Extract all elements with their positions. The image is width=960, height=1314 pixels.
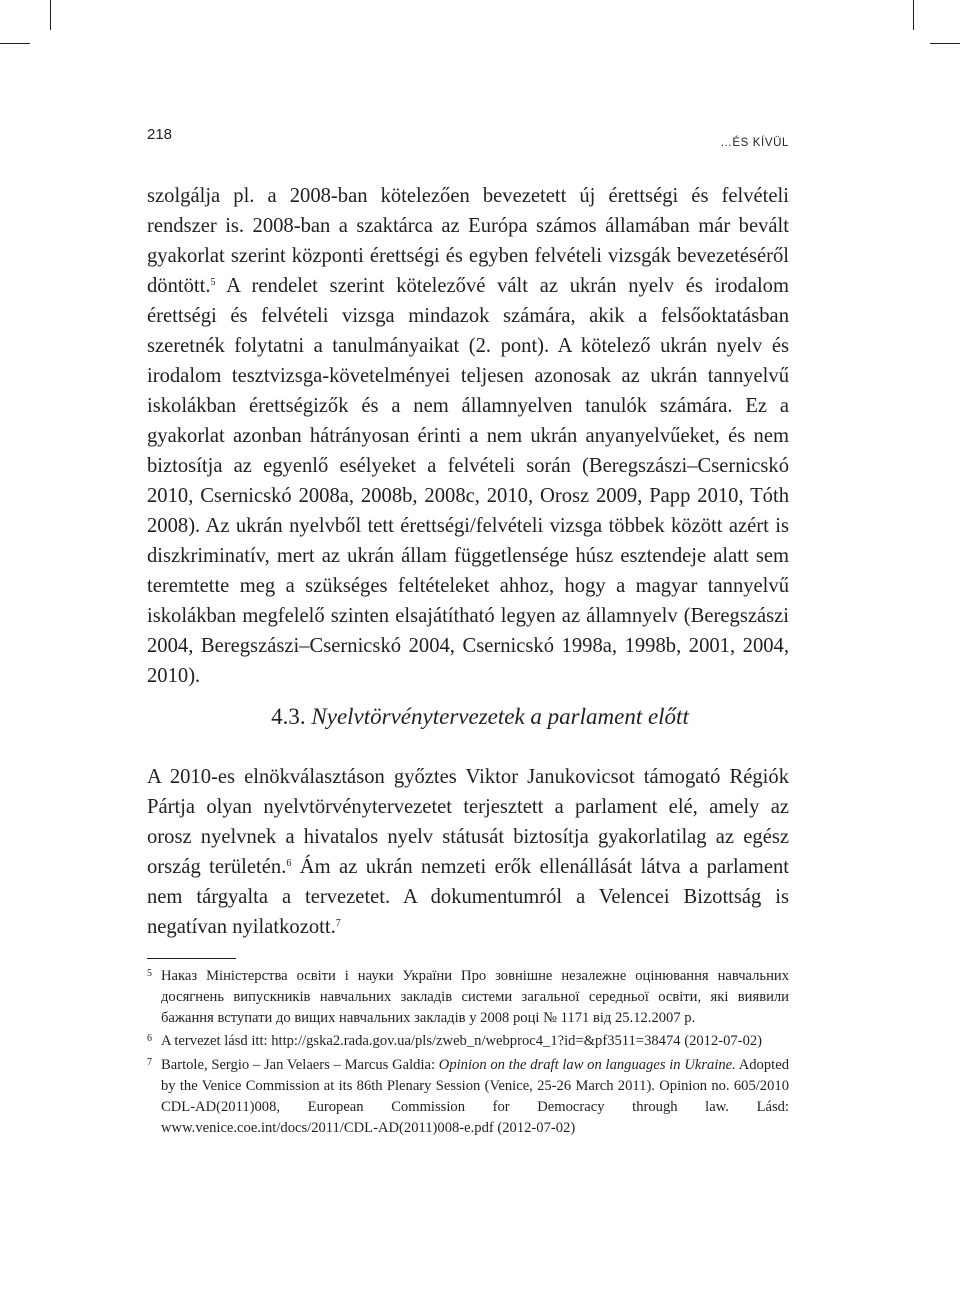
footnote-title-italic: Opinion on the draft law on languages in Ukraine.: [438, 1057, 736, 1074]
section-title: Nyelvtörvénytervezetek a parlament előtt: [311, 704, 689, 729]
footnote-ref-7[interactable]: 7: [335, 918, 341, 929]
footnote-ref-5[interactable]: 5: [210, 277, 216, 288]
crop-mark-top-left: [50, 0, 51, 30]
running-head: …ÉS KÍVÜL: [720, 137, 789, 149]
paragraph-1-text-a: szolgálja pl. a 2008-ban kötelezően bevezetett új érettségi és felvételi rendszer is. 2008-ban a szaktárca az Európa számos államában már bevált gyakorlat szerint központi érettségi és egyben felvételi vizsgák bevezetéséről döntött.: [147, 185, 789, 297]
paragraph-2-text-b: Ám az ukrán nemzeti erők ellenállását látva a parlament nem tárgyalta a tervezetet. A dokumentumról a Velencei Bizottság is negatívan nyilatkozott.: [147, 856, 789, 938]
footnote-5: [147, 966, 789, 1028]
footnote-text-after: Adopted by the Venice Commission at its 86th Plenary Session (Venice, 25-26 March 2011). Opinion no. 605/2010 CDL-AD(2011)008, European Commission for Democracy through law. Lásd: www.venice.coe.int/docs/2011/CDL-AD(2011)008-e.pdf (2012-07-02): [161, 1057, 789, 1136]
footnote-mark: 5: [147, 968, 152, 979]
footnote-6: [147, 1031, 789, 1052]
footnote-separator: [147, 958, 236, 959]
section-number: 4.3.: [271, 704, 306, 729]
footnote-ref-6[interactable]: 6: [286, 858, 292, 869]
paragraph-2-text-a: A 2010-es elnökválasztáson győztes Viktor Janukovicsot támogató Régiók Pártja olyan nyelvtörvénytervezetet terjesztett a parlament elé, amely az orosz nyelvnek a hivatalos nyelv státusát biztosítja gyakorlatilag az egész ország területén.: [147, 766, 789, 878]
footnote-7: [147, 1055, 789, 1138]
crop-mark-top-right: [913, 0, 914, 30]
section-heading: [0, 704, 960, 730]
footnote-text: A tervezet lásd itt: http://gska2.rada.gov.ua/pls/zweb_n/webproc4_1?id=&pf3511=38474 (2012-07-02): [161, 1033, 763, 1050]
footnote-text: Bartole, Sergio – Jan Velaers – Marcus Galdia:: [161, 1057, 439, 1074]
footnote-mark: 6: [147, 1033, 152, 1045]
paragraph-2: [147, 762, 789, 942]
paragraph-1-text-b: A rendelet szerint kötelezővé vált az ukrán nyelv és irodalom érettségi és felvételi vizsga mindazok számára, akik a felsőoktatásban szeretnék folytatni a tanulmányaikat (2. pont). A kötelező ukrán nyelv és irodalom tesztvizsga-követelményei teljesen azonosak az ukrán tannyelvű iskolákban érettségizők és a nem államnyelven tanulók számára. Ez a gyakorlat azonban hátrányosan érinti a nem ukrán anyanyelvűeket, és nem biztosítja az egyenlő esélyeket a felvételi során (Beregszászi–Csernicskó 2010, Csernicskó 2008a, 2008b, 2008c, 2010, Orosz 2009, Papp 2010, Tóth 2008). Az ukrán nyelvből tett érettségi/felvételi vizsga többek között azért is diszkriminatív, mert az ukrán állam függetlensége húsz esztendeje alatt sem teremtette meg a szükséges feltételeket ahhoz, hogy a magyar tannyelvű iskolákban megfelelő szinten elsajátítható legyen az államnyelv (Beregszászi 2004, Beregszászi–Csernicskó 2004, Csernicskó 1998a, 1998b, 2001, 2004, 2010).: [147, 275, 789, 687]
paragraph-1: [147, 181, 789, 691]
footnote-mark: 7: [147, 1057, 152, 1069]
footnote-text: Наказ Міністерства освіти і науки України Про зовнішне незалежне оцінювання навчальних досягнень випускників навчальних закладів системи загальної середньої освіти, які виявили бажання вступати до вищих навчальних закладів у 2008 році № 1171 від 25.12.2007 р.: [161, 968, 789, 1026]
crop-mark-top-left-horizontal: [0, 43, 30, 44]
crop-mark-top-right-horizontal: [930, 43, 960, 44]
page-number: 218: [147, 126, 173, 143]
footnotes: [147, 966, 789, 1141]
